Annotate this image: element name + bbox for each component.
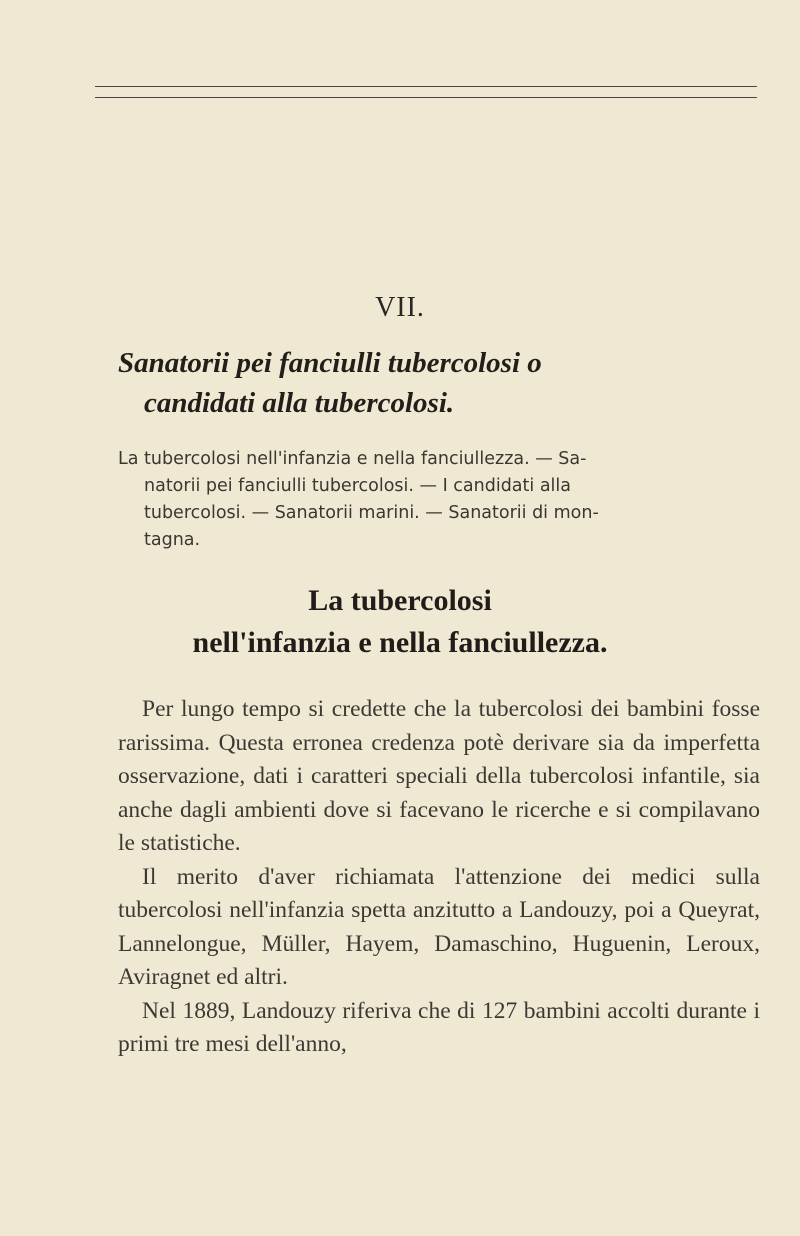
paragraph-3: Nel 1889, Landouzy riferiva che di 127 bambini accolti durante i primi tre mesi dell'anno, xyxy=(118,997,760,1057)
top-rule-second xyxy=(95,97,757,98)
section-heading xyxy=(0,580,800,664)
summary-line-3: tubercolosi. — Sanatorii marini. — Sanatorii di mon- xyxy=(144,503,599,523)
summary-line-4: tagna. xyxy=(144,530,201,550)
section-heading-line2: nell'infanzia e nella fanciullezza. xyxy=(192,626,608,659)
section-heading-line1: La tubercolosi xyxy=(308,584,492,617)
body-text xyxy=(118,693,760,1062)
paragraph-1: Per lungo tempo si credette che la tubercolosi dei bambini fosse rarissima. Questa erronea credenza potè derivare sia da imperfetta osservazione, dati i caratteri speciali della tubercolosi infantile, sia anche dagli ambienti dove si facevano le ricerche e si compilavano le statistiche. xyxy=(118,696,760,856)
chapter-summary xyxy=(118,446,760,554)
summary-line-2: natorii pei fanciulli tubercolosi. — I candidati alla xyxy=(144,476,571,496)
chapter-title-line1: Sanatorii pei fanciulli tubercolosi o xyxy=(118,347,542,379)
chapter-title-line2: candidati alla tubercolosi. xyxy=(144,387,455,419)
paragraph-2: Il merito d'aver richiamata l'attenzione dei medici sulla tubercolosi nell'infanzia spetta anzitutto a Landouzy, poi a Queyrat, Lannelongue, Müller, Hayem, Damaschino, Huguenin, Leroux, Aviragnet ed altri. xyxy=(118,863,760,990)
chapter-number: VII. xyxy=(375,292,425,323)
top-rule xyxy=(95,86,757,87)
chapter-title xyxy=(118,343,758,423)
summary-line-1: La tubercolosi nell'infanzia e nella fanciullezza. — Sa- xyxy=(118,449,587,469)
